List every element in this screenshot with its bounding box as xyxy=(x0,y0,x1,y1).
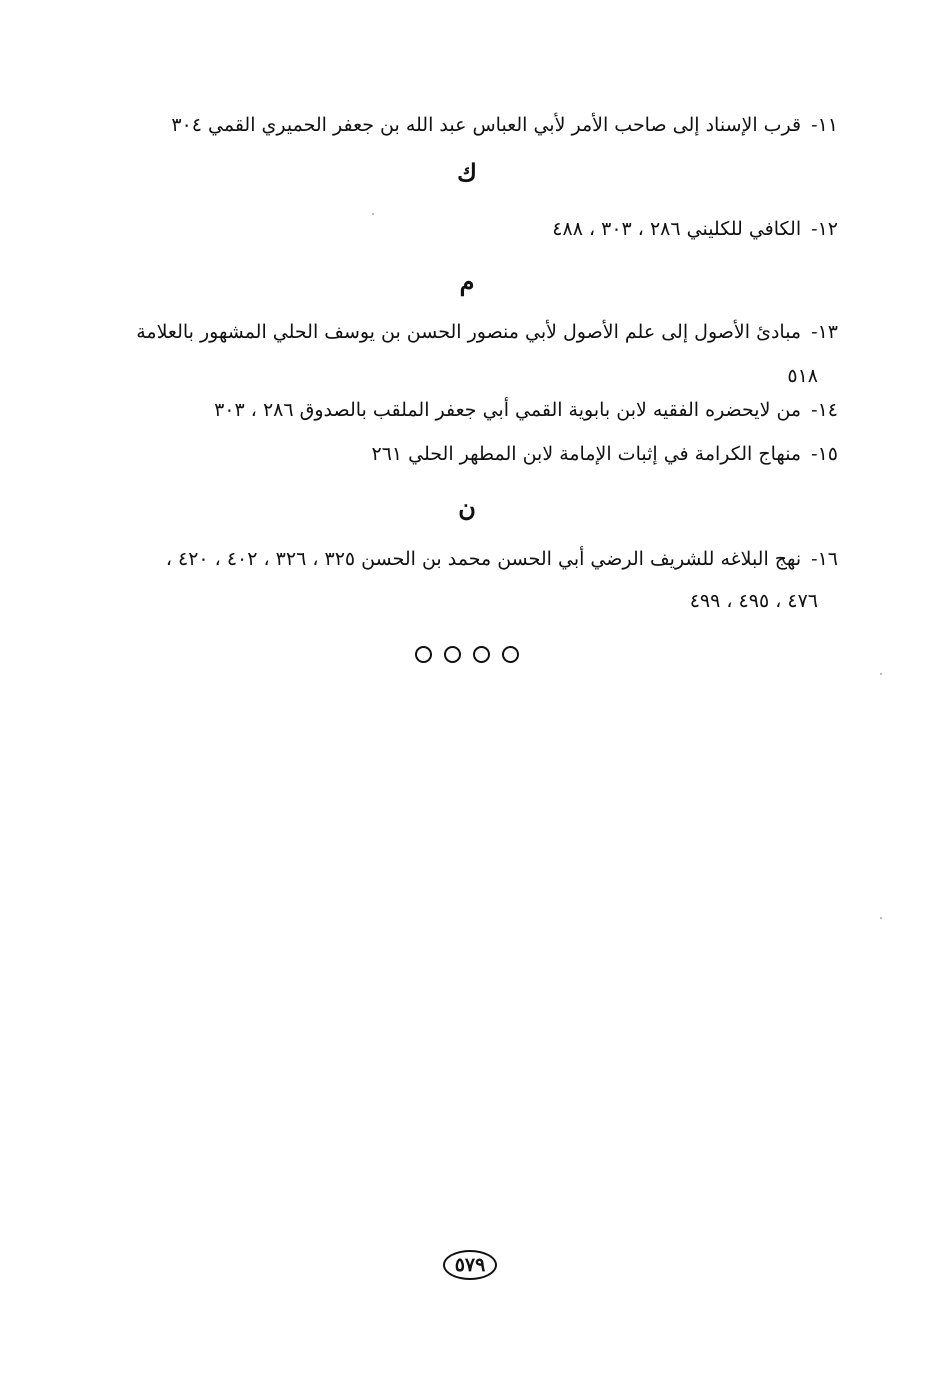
entry-text: نهج البلاغه للشريف الرضي أبي الحسن محمد بن الحسن ٣٢٥ ، ٣٢٦ ، ٤٠٢ ، ٤٢٠ ، xyxy=(165,548,802,570)
section-letter-mim: م xyxy=(459,267,475,296)
page-number: ٥٧٩ xyxy=(443,1250,497,1280)
entry-number: ١٥- xyxy=(811,443,838,465)
index-entry-12 xyxy=(552,208,838,250)
entry-number: ١٦- xyxy=(811,548,838,570)
entry-text: قرب الإسناد إلى صاحب الأمر لأبي العباس عبد الله بن جعفر الحميري القمي ٣٠٤ xyxy=(171,114,802,136)
entry-16-continuation: ٤٧٦ ، ٤٩٥ ، ٤٩٩ xyxy=(689,590,818,612)
entry-number: ١٢- xyxy=(811,218,838,240)
circle-ornament-icon xyxy=(415,646,432,663)
section-end-ornament xyxy=(0,646,934,663)
section-letter-kaf: ك xyxy=(457,158,477,187)
entry-text: منهاج الكرامة في إثبات الإمامة لابن المطهر الحلي ٢٦١ xyxy=(371,443,802,465)
entry-number: ١١- xyxy=(811,114,838,136)
scan-speck xyxy=(880,917,882,919)
scan-speck xyxy=(372,213,374,215)
circle-ornament-icon xyxy=(502,646,519,663)
scan-speck xyxy=(880,673,882,675)
circle-ornament-icon xyxy=(444,646,461,663)
entry-text: مبادئ الأصول إلى علم الأصول لأبي منصور الحسن بن يوسف الحلي المشهور بالعلامة xyxy=(136,321,802,343)
section-letter-nun: ن xyxy=(458,493,476,522)
index-entry-16 xyxy=(166,538,838,580)
index-entry-14 xyxy=(214,389,838,431)
index-entry-13 xyxy=(136,311,838,353)
entry-text: الكافي للكليني ٢٨٦ ، ٣٠٣ ، ٤٨٨ xyxy=(552,218,802,240)
entry-13-continuation: ٥١٨ xyxy=(787,365,818,387)
entry-number: ١٣- xyxy=(811,321,838,343)
index-entry-15 xyxy=(371,433,838,475)
index-entry-11 xyxy=(171,104,838,146)
entry-text: من لايحضره الفقيه لابن بابوية القمي أبي جعفر الملقب بالصدوق ٢٨٦ ، ٣٠٣ xyxy=(214,399,802,421)
circle-ornament-icon xyxy=(473,646,490,663)
entry-number: ١٤- xyxy=(811,399,838,421)
